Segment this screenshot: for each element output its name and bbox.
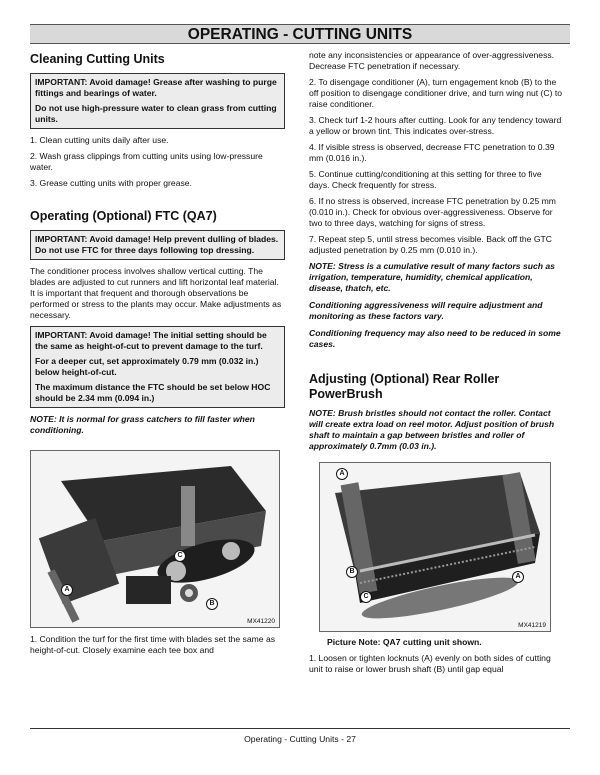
- page-footer: Operating - Cutting Units - 27: [30, 728, 570, 744]
- callout-b: B: [346, 566, 358, 578]
- picture-note: Picture Note: QA7 cutting unit shown.: [327, 637, 482, 647]
- ftc-paragraph: The conditioner process involves shallow vertical cutting. The blades are adjusted to cut runners and lift horizontal leaf material. It is important that frequent and thorough observations be performed or stress to the plants may occur. Make adjustments as necessary.: [30, 266, 282, 320]
- right-column: [309, 50, 564, 680]
- step: 4. If visible stress is observed, decrease FTC penetration to 0.39 mm (0.016 in.).: [309, 142, 555, 163]
- important-text: IMPORTANT: Avoid damage! Help prevent dulling of blades. Do not use FTC for three days following top dressing.: [35, 234, 279, 255]
- continued-text: note any inconsistencies or appearance of over-aggressiveness. Decrease FTC penetration if necessary.: [309, 50, 555, 71]
- step: 6. If no stress is observed, increase FTC penetration by 0.25 mm (0.010 in.). Check for obvious over-aggressiveness. Observe for two to three days, watching for signs of stress.: [309, 196, 556, 228]
- ftc-important-box-2: [30, 326, 285, 408]
- ftc-heading: Operating (Optional) FTC (QA7): [30, 209, 217, 223]
- important-text: Do not use high-pressure water to clean grass from cutting units.: [35, 103, 277, 124]
- callout-a: A: [512, 571, 524, 583]
- figure-id: MX41219: [518, 622, 546, 629]
- conditioner-illustration: [31, 451, 280, 628]
- step: 3. Grease cutting units with proper grease.: [30, 178, 192, 188]
- step: 7. Repeat step 5, until stress becomes visible. Back off the GTC adjusted penetration by 0.25 mm (0.010 in.).: [309, 234, 552, 255]
- step: 2. To disengage conditioner (A), turn engagement knob (B) to the off position to disengage conditioner drive, and turn wing nut (C) to raise conditioner.: [309, 77, 563, 109]
- ftc-note: NOTE: It is normal for grass catchers to fill faster when conditioning.: [30, 414, 255, 435]
- cleaning-heading: Cleaning Cutting Units: [30, 52, 165, 66]
- stress-note: NOTE: Stress is a cumulative result of many factors such as irrigation, temperature, humidity, chemical application, disease, thatch, etc.: [309, 261, 555, 293]
- callout-a: A: [61, 584, 73, 596]
- ftc-important-box-1: [30, 230, 285, 260]
- figure-id: MX41220: [247, 618, 275, 625]
- ftc-step-1: 1. Condition the turf for the first time with blades set the same as height-of-cut. Closely examine each tee box and: [30, 634, 276, 655]
- step: 1. Clean cutting units daily after use.: [30, 135, 169, 145]
- powerbrush-illustration: [320, 463, 551, 632]
- brush-figure: [319, 462, 551, 632]
- brush-note: NOTE: Brush bristles should not contact the roller. Contact will create extra load on reel motor. Adjust position of brush shaft to maintain a gap between bristles and roller of approximately 0.7mm (0.03 in.).: [309, 408, 555, 451]
- important-text: IMPORTANT: Avoid damage! Grease after washing to purge fittings and bearings of water.: [35, 77, 277, 98]
- left-column: [30, 50, 285, 661]
- brush-step-1: 1. Loosen or tighten locknuts (A) evenly on both sides of cutting unit to raise or lower brush shaft (B) until gap equal: [309, 653, 551, 674]
- aggressiveness-note: Conditioning aggressiveness will require adjustment and monitoring as these factors vary.: [309, 300, 543, 321]
- important-text: The maximum distance the FTC should be set below HOC should be 2.34 mm (0.094 in.): [35, 382, 271, 403]
- frequency-note: Conditioning frequency may also need to be reduced in some cases.: [309, 328, 561, 349]
- ftc-figure: [30, 450, 280, 628]
- callout-a: A: [336, 468, 348, 480]
- important-text: IMPORTANT: Avoid damage! The initial setting should be the same as height-of-cut to prevent damage to the turf.: [35, 330, 267, 351]
- brush-heading: Adjusting (Optional) Rear Roller PowerBrush: [309, 372, 500, 401]
- cleaning-important-box: [30, 73, 285, 129]
- page-title: OPERATING - CUTTING UNITS: [30, 24, 570, 44]
- important-text: For a deeper cut, set approximately 0.79 mm (0.032 in.) below height-of-cut.: [35, 356, 259, 377]
- step: 5. Continue cutting/conditioning at this setting for three to five days. Check frequently for stress.: [309, 169, 542, 190]
- callout-c: C: [174, 550, 186, 562]
- step: 3. Check turf 1-2 hours after cutting. Look for any tendency toward a yellow or brown tint. This indicates over-stress.: [309, 115, 562, 136]
- callout-c: C: [360, 591, 372, 603]
- step: 2. Wash grass clippings from cutting units using low-pressure water.: [30, 151, 263, 172]
- callout-b: B: [206, 598, 218, 610]
